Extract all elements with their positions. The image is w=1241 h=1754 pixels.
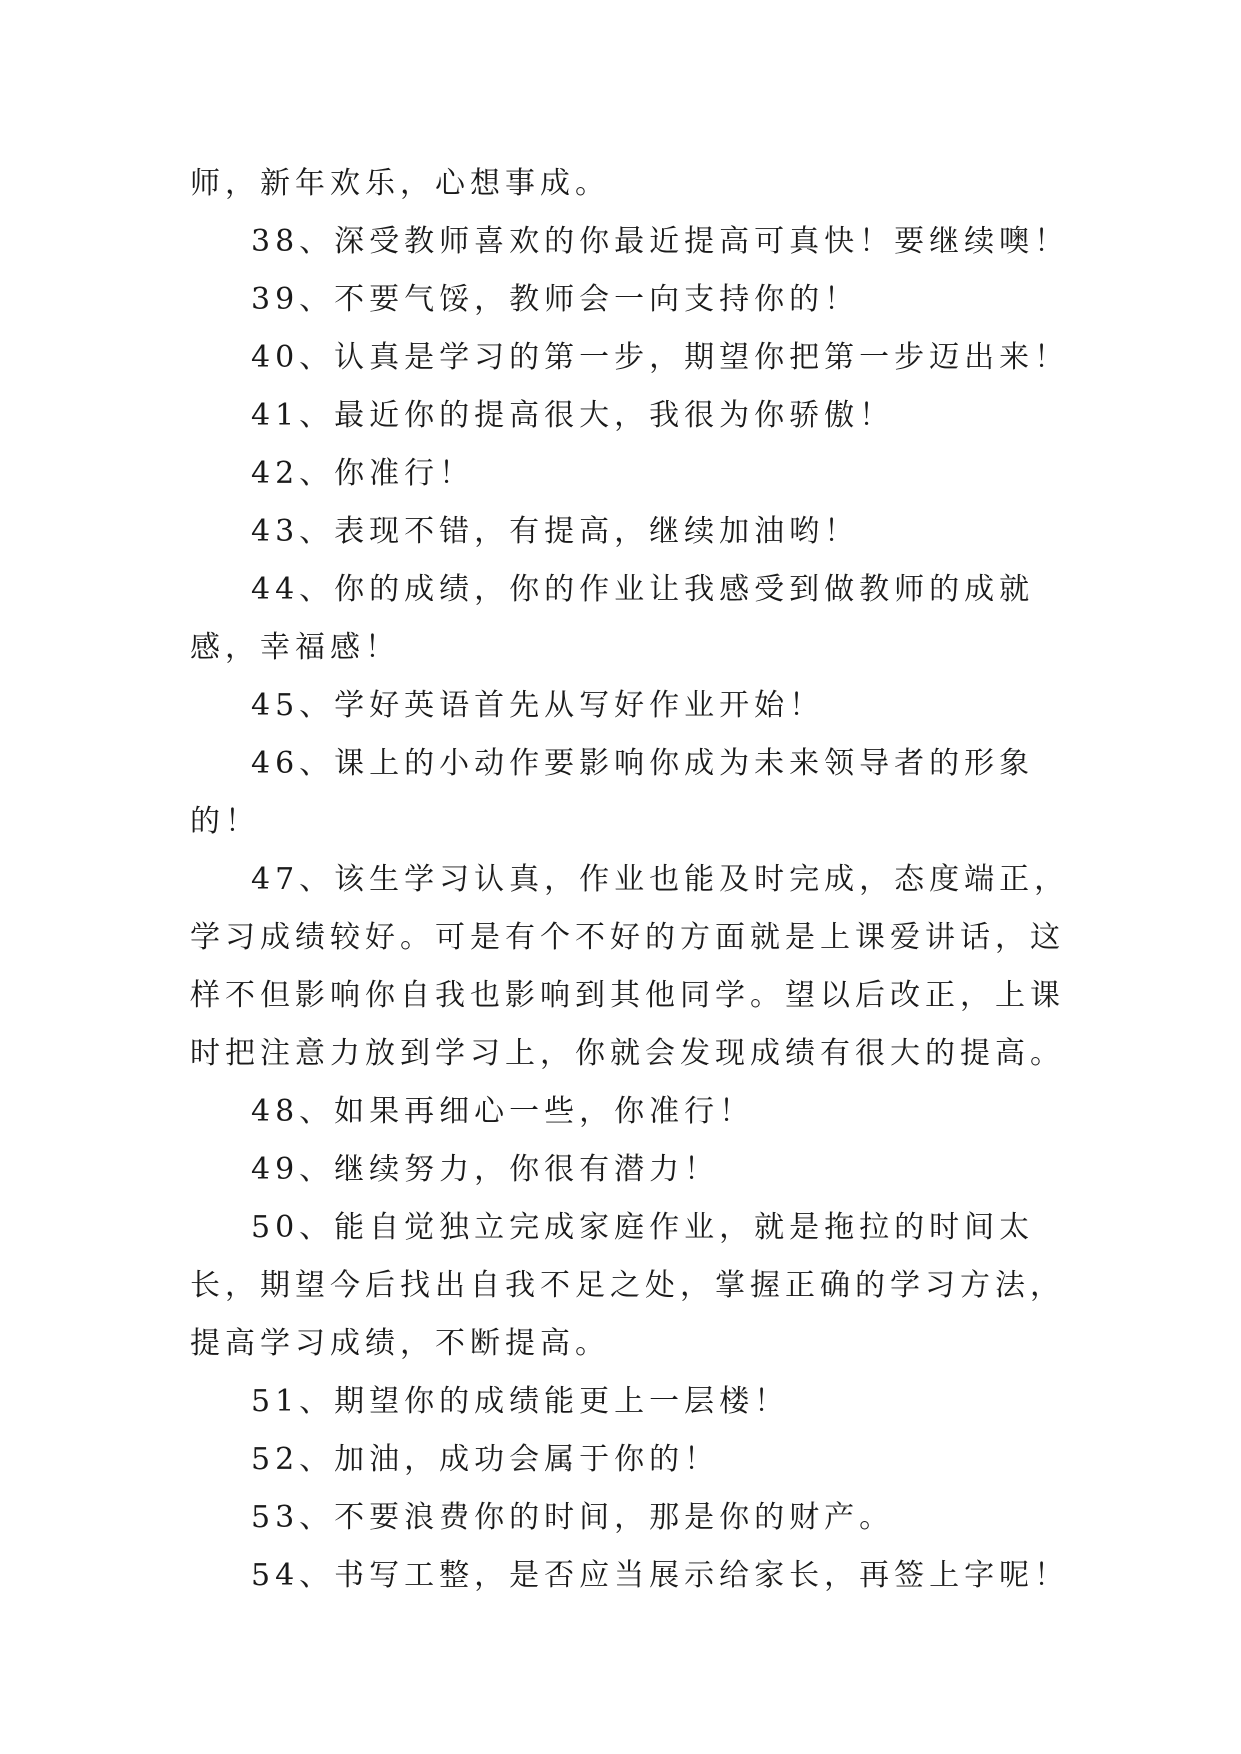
paragraph-46: 46、课上的小动作要影响你成为未来领导者的形象的！ [190,746,1035,839]
paragraph-52: 52、加油，成功会属于你的！ [251,1442,720,1477]
paragraph-continuation: 师，新年欢乐，心想事成。 [190,166,610,201]
paragraph-45: 45、学好英语首先从写好作业开始！ [251,688,825,723]
paragraph-44: 44、你的成绩，你的作业让我感受到做教师的成就感，幸福感！ [190,572,1035,665]
paragraph-48: 48、如果再细心一些，你准行！ [251,1094,755,1129]
paragraph-39: 39、不要气馁，教师会一向支持你的！ [251,282,860,317]
paragraph-49: 49、继续努力，你很有潜力！ [251,1152,720,1187]
paragraph-40: 40、认真是学习的第一步，期望你把第一步迈出来！ [251,340,1070,375]
paragraph-42: 42、你准行！ [251,456,475,491]
document-body [190,155,1070,1605]
paragraph-43: 43、表现不错，有提高，继续加油哟！ [251,514,860,549]
paragraph-54: 54、书写工整，是否应当展示给家长，再签上字呢！ [251,1558,1070,1593]
paragraph-41: 41、最近你的提高很大，我很为你骄傲！ [251,398,895,433]
paragraph-38: 38、深受教师喜欢的你最近提高可真快！要继续噢！ [251,224,1070,259]
paragraph-50: 50、能自觉独立完成家庭作业，就是拖拉的时间太长，期望今后找出自我不足之处，掌握正确的学习方法，提高学习成绩，不断提高。 [190,1210,1065,1361]
paragraph-47: 47、该生学习认真，作业也能及时完成，态度端正，学习成绩较好。可是有个不好的方面就是上课爱讲话，这样不但影响你自我也影响到其他同学。望以后改正，上课时把注意力放到学习上，你就会发现成绩有很大的提高。 [190,862,1070,1071]
paragraph-51: 51、期望你的成绩能更上一层楼！ [251,1384,790,1419]
paragraph-53: 53、不要浪费你的时间，那是你的财产。 [251,1500,895,1535]
